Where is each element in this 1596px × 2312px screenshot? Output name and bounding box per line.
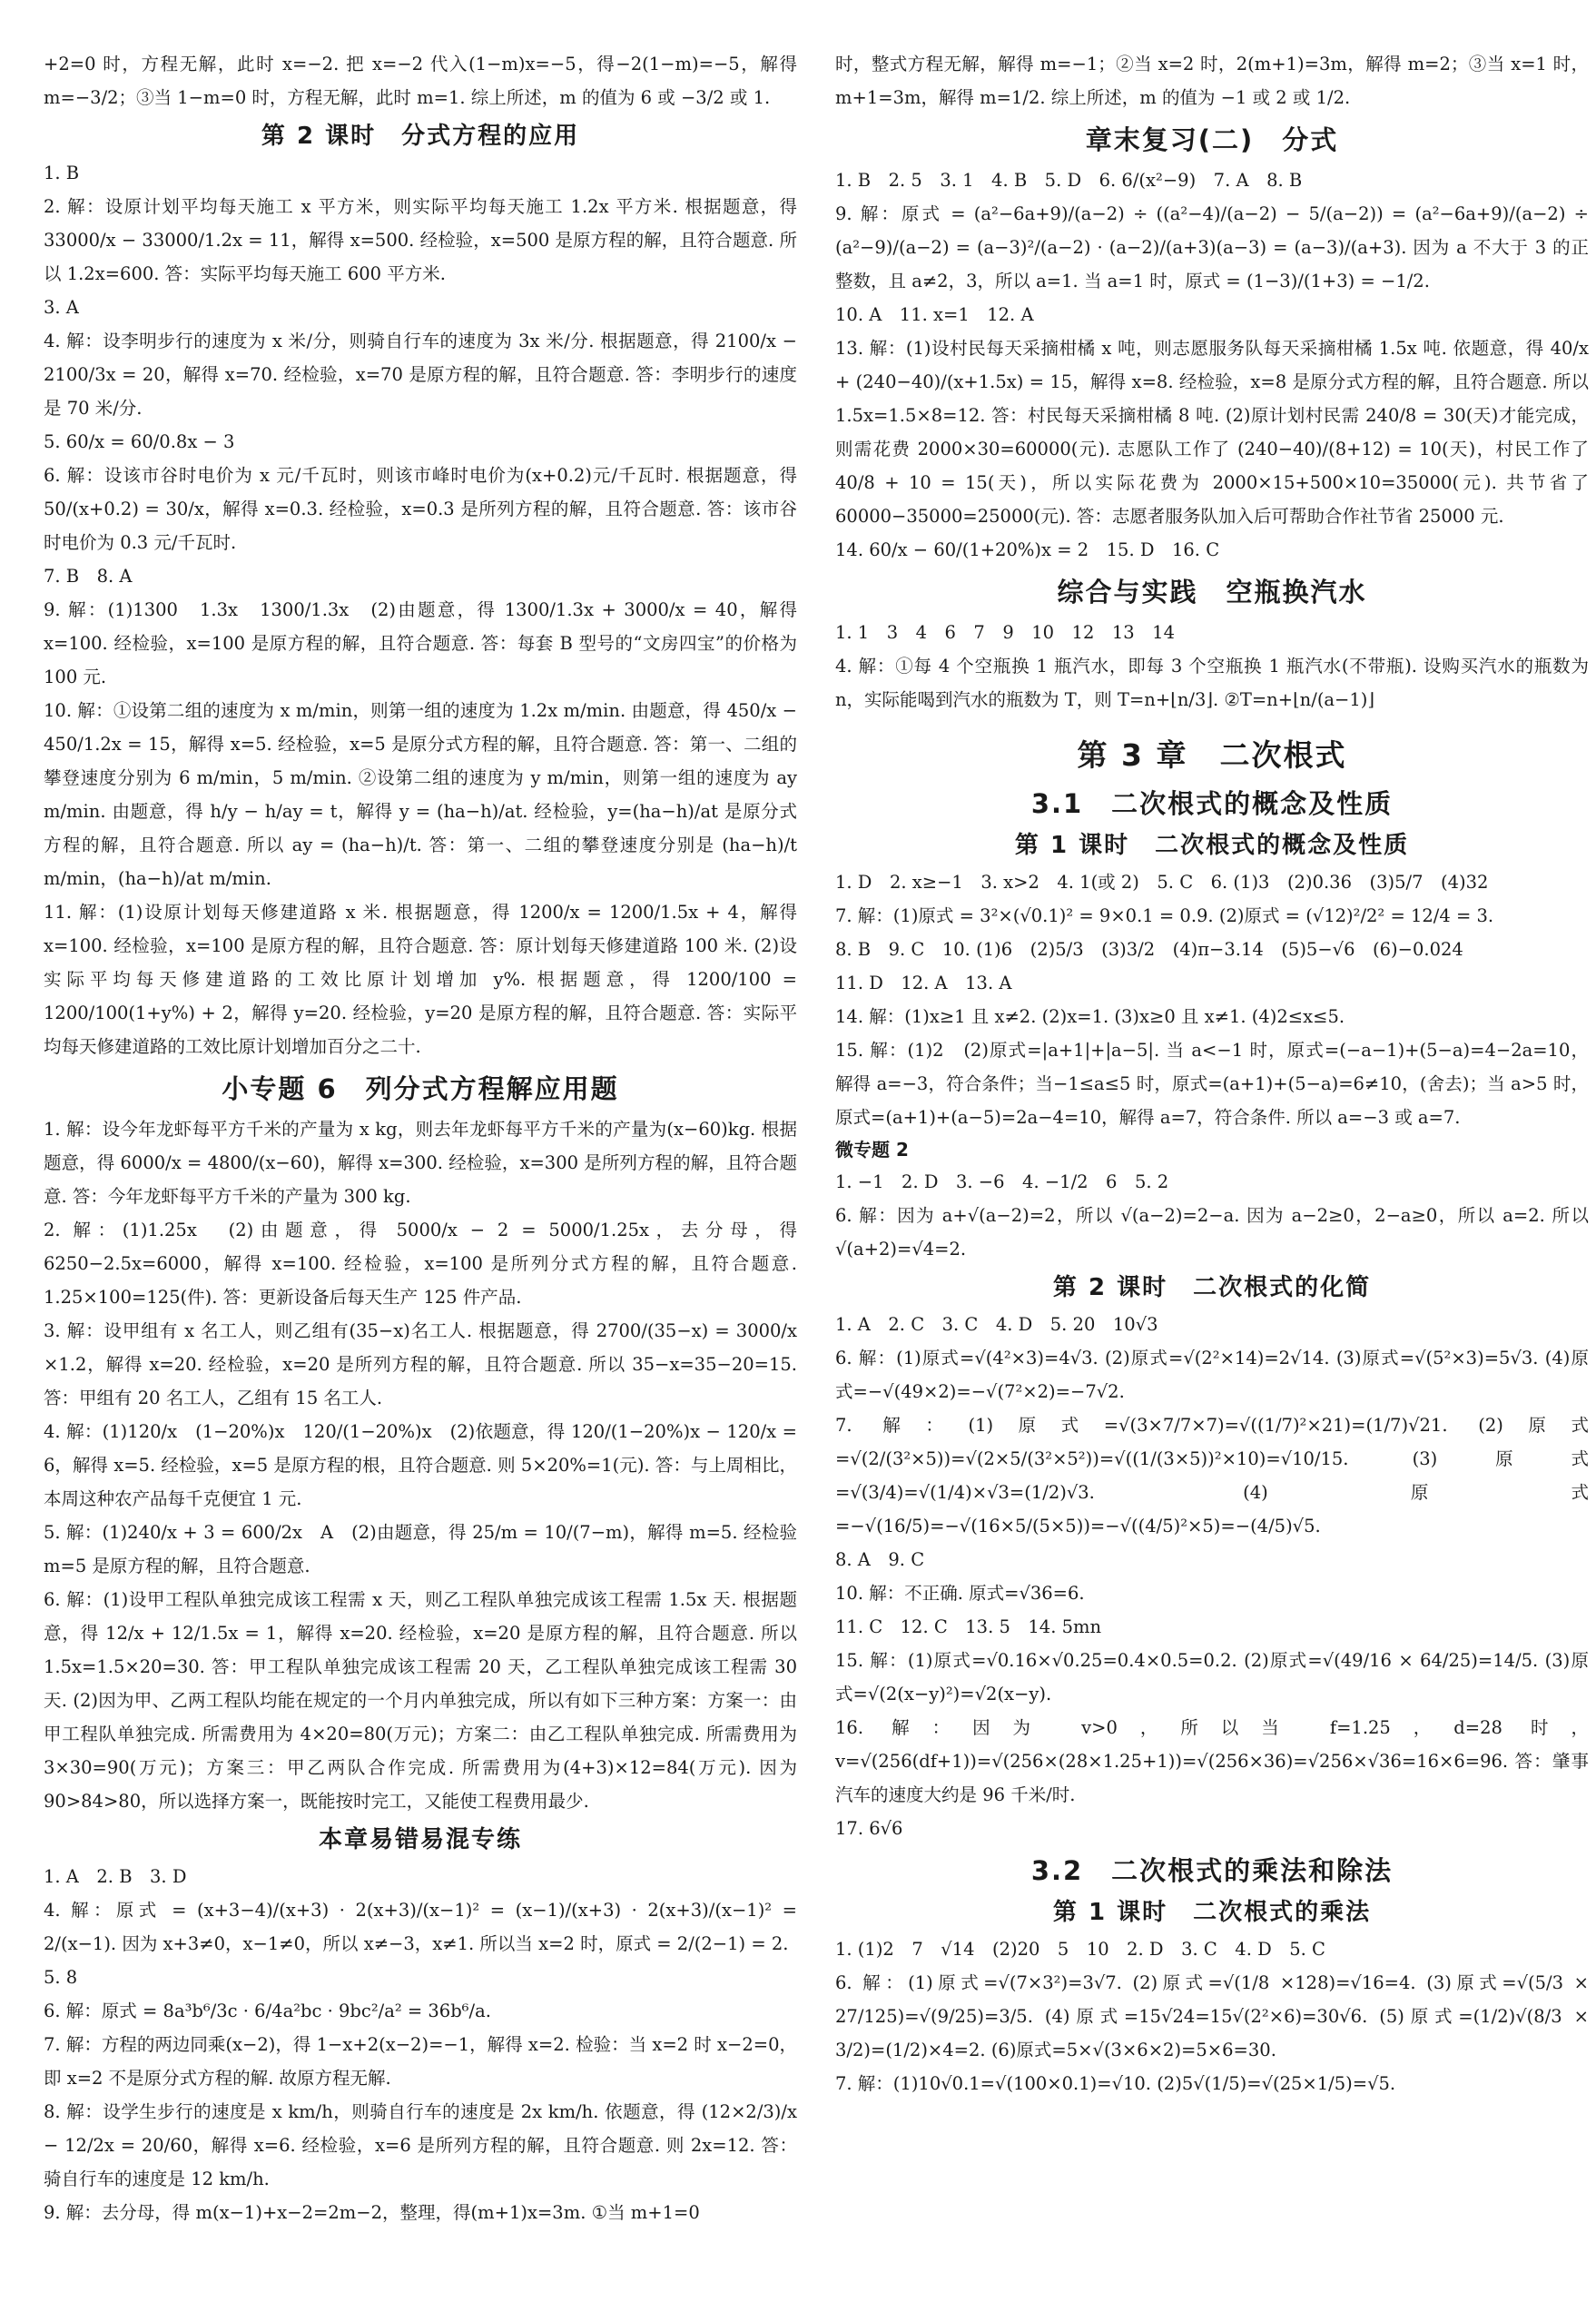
answer-item: 6. 解：(1)原式=√(4²×3)=4√3. (2)原式=√(2²×14)=2√14. (3)原式=√(5²×3)=5√3. (4)原式=−√(49×2)=−√(7²×2)=−7√2. [835,1348,1589,1402]
answer-item: 7. B 8. A [44,566,133,587]
right-section-3-title: 3.1 二次根式的概念及性质 [1030,788,1394,819]
answer-item: 16. 解：因为 v>0，所以当 f=1.25，d=28 时，v=√(256(df+1))=√(256×(28×1.25+1))=√(256×36)=√256×√36=16×6=96. 答：肇事汽车的速度大约是 96 千米/时. [835,1717,1589,1805]
right-section-3-subtitle: 第 1 课时 二次根式的概念及性质 [1014,832,1410,859]
answer-item: 13. 解：(1)设村民每天采摘柑橘 x 吨，则志愿服务队每天采摘柑橘 1.5x 吨. 依题意，得 40/x + (240−40)/(x+1.5x) = 15，解得 x=8. 经检验，x=8 是原分式方程的解，且符合题意. 所以 1.5x=1.5×8=12. 答：村民每天采摘柑橘 8 吨. (2)原计划村民需 240/8 = 30(天)才能完成，则需花费 2000×30=60000(元). 志愿队工作了 (240−40)/(8+12) = 10(天)，村民工作了 40/8 + 10 = 15(天)，所以实际花费为 2000×15+500×10=35000(元). 共节省了 60000−35000=25000(元). 答：志愿者服务队加入后可帮助合作社节省 25000 元. [835,338,1595,527]
right-column [835,47,1595,2299]
answer-item: 11. D 12. A 13. A [835,973,1012,993]
left-section-2-title: 小专题 6 列分式方程解应用题 [222,1073,619,1104]
answer-item: 14. 60/x − 60/(1+20%)x = 2 15. D 16. C [835,539,1220,560]
answer-item: 7. 解：(1)原式 = 3²×(√0.1)² = 9×0.1 = 0.9. (2)原式 = (√12)²/2² = 12/4 = 3. [835,905,1494,926]
answer-item: 3. A [44,297,79,318]
answer-item: 1. D 2. x≥−1 3. x>2 4. 1(或 2) 5. C 6. (1)3 (2)0.36 (3)5/7 (4)32 [835,872,1489,893]
answer-item: 17. 6√6 [835,1818,903,1839]
chapter-title: 第 3 章 二次根式 [1077,737,1347,773]
answer-item: 5. 60/x = 60/0.8x − 3 [44,431,235,452]
answer-item: 10. 解：不正确. 原式=√36=6. [835,1583,1085,1604]
answer-item: 4. 解：(1)120/x (1−20%)x 120/(1−20%)x (2)依题意，得 120/(1−20%)x − 120/x = 6，解得 x=5. 经检验，x=5 是原方程的根，且符合题意. 则 5×20%=1(元). 答：与上周相比，本周这种农产品每千克便宜 1 元. [44,1421,803,1509]
answer-item: 1. B [44,163,80,183]
right-section-4-subtitle: 第 2 课时 二次根式的化简 [1052,1274,1372,1301]
answer-item: 1. 解：设今年龙虾每平方千米的产量为 x kg，则去年龙虾每平方千米的产量为(x−60)kg. 根据题意，得 6000/x = 4800/(x−60)，解得 x=300. 经检验，x=300 是所列方程的解，且符合题意. 答：今年龙虾每平方千米的产量为 300 kg. [44,1119,797,1207]
answer-item: 9. 解：(1)1300 1.3x 1300/1.3x (2)由题意，得 1300/1.3x + 3000/x = 40，解得 x=100. 经检验，x=100 是原方程的解，且符合题意. 答：每套 B 型号的“文房四宝”的价格为 100 元. [44,599,803,687]
answer-item: 4. 解：原式 = (x+3−4)/(x+3) · 2(x+3)/(x−1)² = (x−1)/(x+3) · 2(x+3)/(x−1)² = 2/(x−1). 因为 x+3≠0，x−1≠0，所以 x≠−3，x≠1. 所以当 x=2 时，原式 = 2/(2−1) = 2. [44,1900,803,1954]
right-intro: 时，整式方程无解，解得 m=−1；②当 x=2 时，2(m+1)=3m，解得 m=2；③当 x=1 时，m+1=3m，解得 m=1/2. 综上所述，m 的值为 −1 或 2 或 1/2. [835,54,1589,108]
answer-item: 2. 解：(1)1.25x (2)由题意，得 5000/x − 2 = 5000/1.25x，去分母，得 6250−2.5x=6000，解得 x=100. 经检验，x=100 是所列分式方程的解，且符合题意. 1.25×100=125(件). 答：更新设备后每天生产 125 件产品. [44,1220,803,1308]
left-column [44,47,803,2299]
right-section-2-title: 综合与实践 空瓶换汽水 [1057,577,1367,608]
answer-item: 3. 解：设甲组有 x 名工人，则乙组有(35−x)名工人. 根据题意，得 2700/(35−x) = 3000/x ×1.2，解得 x=20. 经检验，x=20 是所列方程的解，且符合题意. 所以 35−x=35−20=15. 答：甲组有 20 名工人，乙组有 15 名工人. [44,1320,803,1408]
answer-item: 1. A 2. C 3. C 4. D 5. 20 10√3 [835,1314,1158,1335]
answer-item: 7. 解：(1)10√0.1=√(100×0.1)=√10. (2)5√(1/5)=√(25×1/5)=√5. [835,2073,1396,2094]
answer-item: 1. −1 2. D 3. −6 4. −1/2 6 5. 2 [835,1171,1169,1192]
answer-item: 5. 8 [44,1967,78,1988]
answer-item: 6. 解：(1)原式=√(7×3²)=3√7. (2)原式=√(1/8 ×128)=√16=4. (3)原式=√(5/3 × 27/125)=√(9/25)=3/5. (4)原式=15√24=15√(2²×6)=30√6. (5)原式=(1/2)√(8/3 × 3/2)=(1/2)×4=2. (6)原式=5×√(3×6×2)=5×6=30. [835,1972,1595,2060]
left-section-1-title: 第 2 课时 分式方程的应用 [261,123,580,150]
right-section-5-subtitle: 第 1 课时 二次根式的乘法 [1052,1899,1372,1926]
right-section-1-title: 章末复习(二) 分式 [1085,124,1339,155]
micro-topic-title: 微专题 2 [835,1139,909,1161]
answer-item: 15. 解：(1)原式=√0.16×√0.25=0.4×0.5=0.2. (2)原式=√(49/16 × 64/25)=14/5. (3)原式=√(2(x−y)²)=√2(x−y). [835,1650,1589,1704]
answer-item: 8. 解：设学生步行的速度是 x km/h，则骑自行车的速度是 2x km/h. 依题意，得 (12×2/3)/x − 12/2x = 20/60，解得 x=6. 经检验，x=6 是所列方程的解，且符合题意. 则 2x=12. 答：骑自行车的速度是 12 km/h. [44,2101,803,2189]
right-section-5-title: 3.2 二次根式的乘法和除法 [1030,1855,1394,1886]
answer-item: 6. 解：设该市谷时电价为 x 元/千瓦时，则该市峰时电价为(x+0.2)元/千瓦时. 根据题意，得 50/(x+0.2) = 30/x，解得 x=0.3. 经检验，x=0.3 是所列方程的解，且符合题意. 答：该市谷时电价为 0.3 元/千瓦时. [44,465,803,553]
answer-item: 1. (1)2 7 √14 (2)20 5 10 2. D 3. C 4. D 5. C [835,1939,1325,1960]
answer-item: 7. 解：方程的两边同乘(x−2)，得 1−x+2(x−2)=−1，解得 x=2. 检验：当 x=2 时 x−2=0，即 x=2 不是原分式方程的解. 故原方程无解. [44,2034,797,2089]
answer-item: 1. 1 3 4 6 7 9 10 12 13 14 [835,622,1175,643]
answer-item: 9. 解：原式 = (a²−6a+9)/(a−2) ÷ ((a²−4)/(a−2) − 5/(a−2)) = (a²−6a+9)/(a−2) ÷ (a²−9)/(a−2) = (a−3)²/(a−2) · (a−2)/(a+3)(a−3) = (a−3)/(a+3). 因为 a 不大于 3 的正整数，且 a≠2，3，所以 a=1. 当 a=1 时，原式 = (1−3)/(1+3) = −1/2. [835,203,1595,291]
answer-item: 2. 解：设原计划平均每天施工 x 平方米，则实际平均每天施工 1.2x 平方米. 根据题意，得 33000/x − 33000/1.2x = 11，解得 x=500. 经检验，x=500 是原方程的解，且符合题意. 所以 1.2x=600. 答：实际平均每天施工 600 平方米. [44,196,803,284]
answer-item: 10. A 11. x=1 12. A [835,304,1034,325]
answer-item: 15. 解：(1)2 (2)原式=|a+1|+|a−5|. 当 a<−1 时，原式=(−a−1)+(5−a)=4−2a=10，解得 a=−3，符合条件；当−1≤a≤5 时，原式=(a+1)+(5−a)=6≠10，(舍去)；当 a>5 时，原式=(a+1)+(a−5)=2a−4=10，解得 a=7，符合条件. 所以 a=−3 或 a=7. [835,1040,1589,1128]
answer-item: 8. A 9. C [835,1549,925,1570]
answer-item: 8. B 9. C 10. (1)6 (2)5/3 (3)3/2 (4)π−3.14 (5)5−√6 (6)−0.024 [835,939,1463,960]
answer-item: 14. 解：(1)x≥1 且 x≠2. (2)x=1. (3)x≥0 且 x≠1. (4)2≤x≤5. [835,1006,1345,1027]
answer-item: 10. 解：①设第二组的速度为 x m/min，则第一组的速度为 1.2x m/min. 由题意，得 450/x − 450/1.2x = 15，解得 x=5. 经检验，x=5 是原分式方程的解，且符合题意. 答：第一、二组的攀登速度分别为 6 m/min，5 m/min. ②设第二组的速度为 y m/min，则第一组的速度为 ay m/min. 由题意，得 h/y − h/ay = t，解得 y = (ha−h)/at. 经检验，y=(ha−h)/at 是原分式方程的解，且符合题意. 所以 ay = (ha−h)/t. 答：第一、二组的攀登速度分别是 (ha−h)/t m/min，(ha−h)/at m/min. [44,700,803,889]
answer-item: 9. 解：去分母，得 m(x−1)+x−2=2m−2，整理，得(m+1)x=3m. ①当 m+1=0 [44,2202,700,2223]
answer-item: 4. 解：设李明步行的速度为 x 米/分，则骑自行车的速度为 3x 米/分. 根据题意，得 2100/x − 2100/3x = 20，解得 x=70. 经检验，x=70 是原方程的解，且符合题意. 答：李明步行的速度是 70 米/分. [44,331,803,419]
answer-item: 4. 解：①每 4 个空瓶换 1 瓶汽水，即每 3 个空瓶换 1 瓶汽水(不带瓶). 设购买汽水的瓶数为 n，实际能喝到汽水的瓶数为 T，则 T=n+⌊n/3⌋. ②T=n+⌊n/(a−1)⌋ [835,656,1595,710]
answer-item: 6. 解：原式 = 8a³b⁶/3c · 6/4a²bc · 9bc²/a² = 36b⁶/a. [44,2001,491,2021]
answer-item: 11. C 12. C 13. 5 14. 5mn [835,1616,1102,1637]
answer-item: 11. 解：(1)设原计划每天修建道路 x 米. 根据题意，得 1200/x = 1200/1.5x + 4，解得 x=100. 经检验，x=100 是原方程的解，且符合题意. 答：原计划每天修建道路 100 米. (2)设实际平均每天修建道路的工效比原计划增加 y%. 根据题意，得 1200/100 = 1200/100(1+y%) + 2，解得 y=20. 经检验，y=20 是原方程的解，且符合题意. 答：实际平均每天修建道路的工效比原计划增加百分之二十. [44,902,803,1057]
answer-item: 7. 解：(1)原式=√(3×7/7×7)=√((1/7)²×21)=(1/7)√21. (2)原式=√(2/(3²×5))=√(2×5/(3²×5²))=√((1/(3×5))²×10)=√10/15. (3)原式=√(3/4)=√(1/4)×√3=(1/2)√3. (4)原式=−√(16/5)=−√(16×5/(5×5))=−√((4/5)²×5)=−(4/5)√5. [835,1415,1589,1536]
left-intro: +2=0 时，方程无解，此时 x=−2. 把 x=−2 代入(1−m)x=−5，得−2(1−m)=−5，解得 m=−3/2；③当 1−m=0 时，方程无解，此时 m=1. 综上所述，m 的值为 6 或 −3/2 或 1. [44,54,803,108]
answer-item: 1. B 2. 5 3. 1 4. B 5. D 6. 6/(x²−9) 7. A 8. B [835,170,1303,191]
answer-item: 1. A 2. B 3. D [44,1866,187,1887]
answer-item: 6. 解：因为 a+√(a−2)=2，所以 √(a−2)=2−a. 因为 a−2≥0，2−a≥0，所以 a=2. 所以 √(a+2)=√4=2. [835,1205,1595,1260]
left-section-3-title: 本章易错易混专练 [318,1826,522,1853]
answer-item: 6. 解：(1)设甲工程队单独完成该工程需 x 天，则乙工程队单独完成该工程需 1.5x 天. 根据题意，得 12/x + 12/1.5x = 1，解得 x=20. 经检验，x=20 是原方程的解，且符合题意. 所以 1.5x=1.5×20=30. 答：甲工程队单独完成该工程需 20 天，乙工程队单独完成该工程需 30 天. (2)因为甲、乙两工程队均能在规定的一个月内单独完成，所以有如下三种方案：方案一：由甲工程队单独完成. 所需费用为 4×20=80(万元)；方案二：由乙工程队单独完成. 所需费用为 3×30=90(万元)；方案三：甲乙两队合作完成. 所需费用为(4+3)×12=84(万元). 因为 90>84>80，所以选择方案一，既能按时完工，又能使工程费用最少. [44,1589,803,1812]
answer-item: 5. 解：(1)240/x + 3 = 600/2x A (2)由题意，得 25/m = 10/(7−m)，解得 m=5. 经检验 m=5 是原方程的解，且符合题意. [44,1522,803,1576]
